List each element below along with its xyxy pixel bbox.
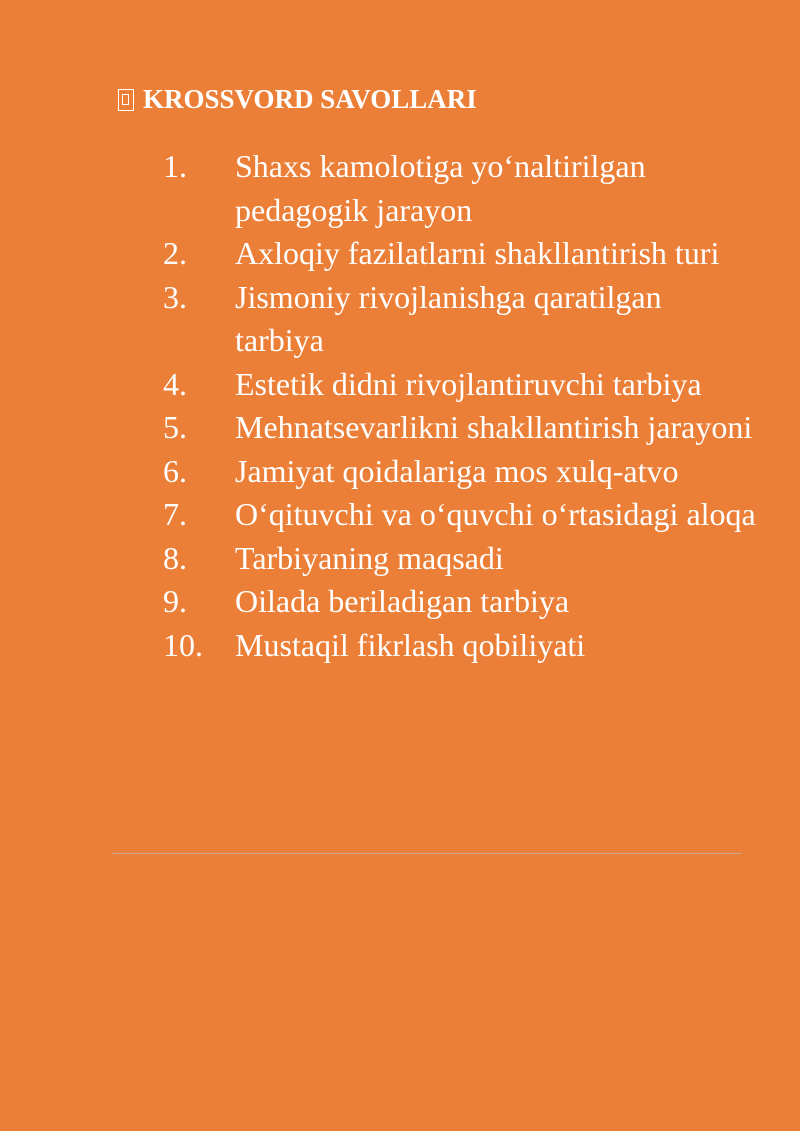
list-item — [163, 450, 758, 494]
list-item — [163, 624, 758, 668]
item-number: 6. — [163, 452, 187, 489]
list-item — [163, 363, 758, 407]
item-number: 2. — [163, 235, 187, 271]
item-number: 1. — [163, 148, 187, 184]
item-text: Jismoniy rivojlanishga qaratilgan tarbiya — [235, 278, 662, 358]
item-number: 10. — [163, 626, 203, 663]
item-number: 5. — [163, 409, 187, 445]
item-number: 4. — [163, 365, 187, 402]
section-heading — [118, 84, 477, 115]
list-item — [163, 406, 758, 450]
question-list — [138, 145, 758, 667]
item-number: 3. — [163, 278, 187, 315]
list-item — [163, 493, 758, 537]
item-text: Jamiyat qoidalariga mos xulq-atvo — [235, 452, 679, 489]
item-text: Axloqiy fazilatlarni shakllantirish turi — [235, 235, 720, 271]
list-item — [163, 537, 758, 581]
item-text: Shaxs kamolotiga yo‘naltirilgan pedagogik jarayon — [235, 148, 646, 228]
list-item — [163, 145, 758, 232]
list-item — [163, 580, 758, 624]
list-item — [163, 232, 758, 276]
list-item — [163, 276, 758, 363]
item-text: Oilada beriladigan tarbiya — [235, 583, 570, 619]
horizontal-divider — [112, 853, 742, 854]
item-text: Mustaqil fikrlash qobiliyati — [235, 626, 586, 663]
item-text: Tarbiyaning maqsadi — [235, 539, 504, 576]
item-text: O‘qituvchi va o‘quvchi o‘rtasidagi aloqa — [235, 496, 756, 532]
item-text: Mehnatsevarlikni shakllantirish jarayoni — [235, 409, 753, 445]
item-number: 9. — [163, 583, 187, 619]
heading-text: KROSSVORD SAVOLLARI — [143, 84, 477, 114]
missing-glyph-icon — [118, 89, 134, 111]
item-number: 8. — [163, 539, 187, 576]
item-number: 7. — [163, 496, 187, 532]
item-text: Estetik didni rivojlantiruvchi tarbiya — [235, 365, 702, 402]
